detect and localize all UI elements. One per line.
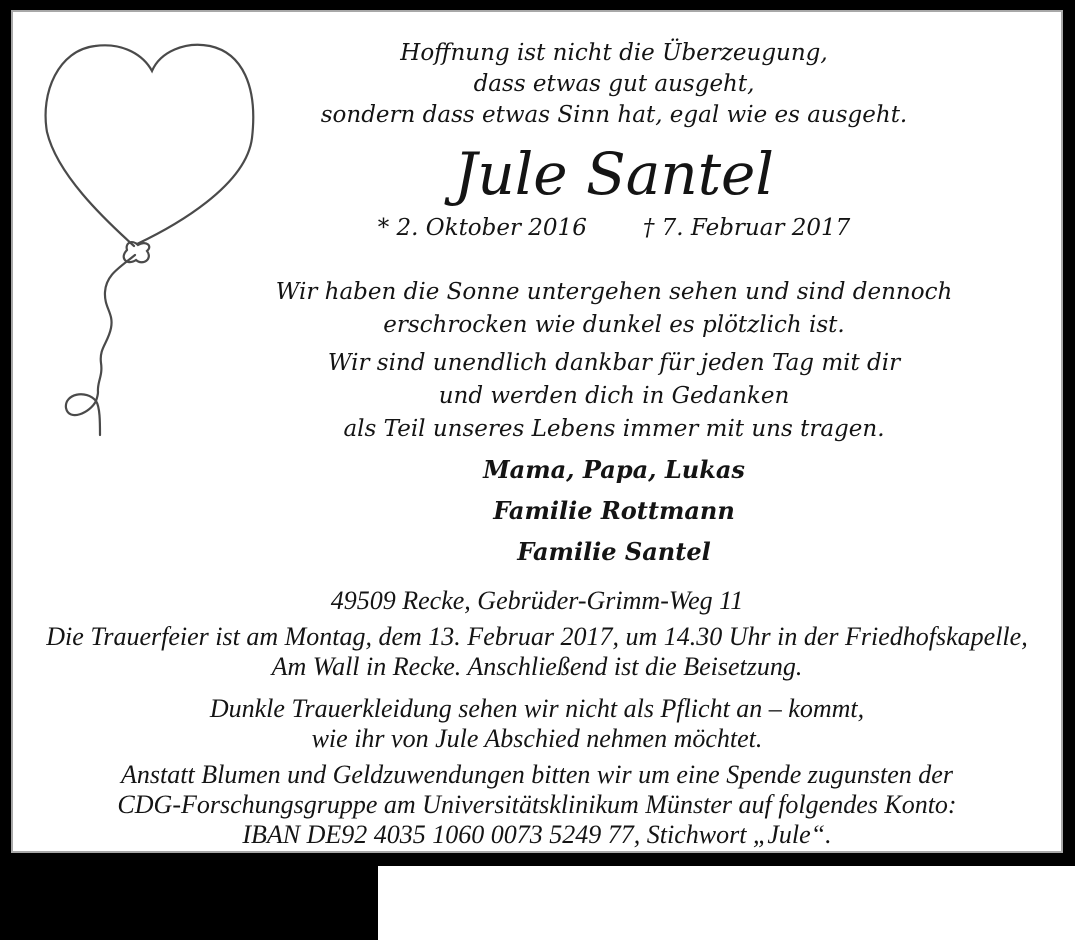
birth-date: * 2. Oktober 2016 (377, 215, 587, 241)
tribute-line: erschrocken wie dunkel es plötzlich ist. (383, 312, 845, 338)
announcement-block (171, 38, 1057, 577)
tribute-line: als Teil unseres Lebens immer mit uns tragen. (343, 416, 885, 442)
funeral-line: Die Trauerfeier ist am Montag, dem 13. Februar 2017, um 14.30 Uhr in der Friedhofskapelle, (46, 622, 1028, 651)
donation-line: CDG-Forschungsgruppe am Universitätsklinikum Münster auf folgendes Konto: (117, 790, 957, 819)
tribute-paragraph (171, 276, 1057, 342)
tribute-line: und werden dich in Gedanken (438, 383, 790, 409)
quote-line: dass etwas gut ausgeht, (473, 71, 755, 97)
life-dates (171, 213, 1057, 243)
balloon-knot (124, 242, 150, 262)
mourner-line: Familie Santel (517, 537, 711, 566)
balloon-string (66, 255, 135, 435)
deceased-name: Jule Santel (454, 140, 774, 208)
dress-code-line: Dunkle Trauerkleidung sehen wir nicht als Pflicht an – kommt, (209, 694, 865, 723)
mourner-line: Mama, Papa, Lukas (483, 455, 745, 484)
donation-line: Anstatt Blumen und Geldzuwendungen bitten wir um eine Spende zugunsten der (121, 760, 953, 789)
service-info-block (13, 586, 1061, 850)
mourner-line: Familie Rottmann (493, 496, 735, 525)
tribute-line: Wir haben die Sonne untergehen sehen und sind dennoch (275, 279, 953, 305)
quote-line: Hoffnung ist nicht die Überzeugung, (400, 40, 828, 66)
death-date: † 7. Februar 2017 (642, 215, 851, 241)
scan-black-block-bottom-left (0, 866, 378, 940)
dress-code-note (13, 694, 1061, 754)
mourners-list (171, 454, 1057, 567)
opening-quote (171, 38, 1057, 131)
donation-line: IBAN DE92 4035 1060 0073 5249 77, Stichwort „Jule“. (242, 820, 832, 849)
funeral-line: Am Wall in Recke. Anschließend ist die Beisetzung. (271, 652, 803, 681)
funeral-details (13, 622, 1061, 682)
quote-line: sondern dass etwas Sinn hat, egal wie es ausgeht. (320, 102, 908, 128)
tribute-line: Wir sind unendlich dankbar für jeden Tag mit dir (327, 350, 901, 376)
donation-request (13, 760, 1061, 850)
dress-code-line: wie ihr von Jule Abschied nehmen möchtet. (311, 724, 763, 753)
obituary-card (11, 10, 1063, 853)
tribute-paragraph (171, 347, 1057, 446)
family-address: 49509 Recke, Gebrüder-Grimm-Weg 11 (330, 586, 744, 615)
